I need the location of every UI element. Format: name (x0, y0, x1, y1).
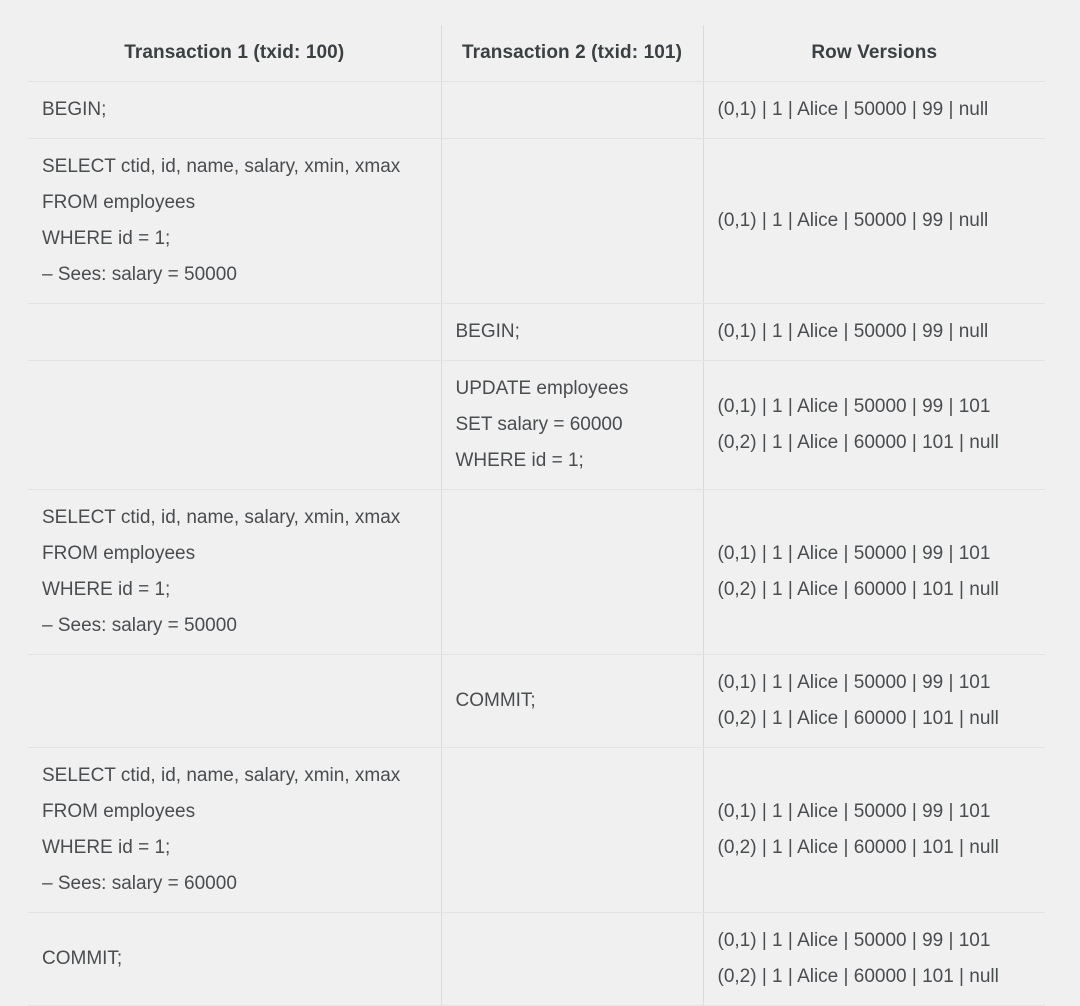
cell-line: BEGIN; (42, 99, 107, 120)
cell-transaction1 (28, 748, 441, 913)
cell-line: SELECT ctid, id, name, salary, xmin, xmax (42, 507, 401, 528)
cell-row-versions (703, 748, 1045, 913)
cell-transaction2 (441, 913, 703, 1006)
cell-line: (0,2) | 1 | Alice | 60000 | 101 | null (717, 966, 999, 987)
cell-line: – Sees: salary = 50000 (42, 615, 237, 636)
cell-line: COMMIT; (455, 690, 536, 711)
cell-line: SELECT ctid, id, name, salary, xmin, xmax (42, 765, 401, 786)
cell-transaction2 (441, 655, 703, 748)
cell-line: FROM employees (42, 543, 196, 564)
cell-transaction2 (441, 490, 703, 655)
cell-line: (0,2) | 1 | Alice | 60000 | 101 | null (717, 837, 999, 858)
cell-transaction1 (28, 304, 441, 361)
cell-transaction2 (441, 361, 703, 490)
cell-line: WHERE id = 1; (42, 579, 171, 600)
cell-line: COMMIT; (42, 948, 123, 969)
cell-line: (0,1) | 1 | Alice | 50000 | 99 | 101 (717, 801, 991, 822)
cell-transaction1 (28, 655, 441, 748)
cell-line: (0,1) | 1 | Alice | 50000 | 99 | 101 (717, 930, 991, 951)
cell-row-versions (703, 655, 1045, 748)
cell-line: SET salary = 60000 (455, 414, 623, 435)
table-row (28, 490, 1045, 655)
mvcc-transaction-table-wrap (28, 25, 1045, 1006)
cell-transaction1 (28, 490, 441, 655)
cell-line: (0,1) | 1 | Alice | 50000 | 99 | null (717, 210, 989, 231)
cell-row-versions (703, 139, 1045, 304)
header-row (28, 25, 1045, 82)
cell-transaction1 (28, 913, 441, 1006)
cell-line: WHERE id = 1; (42, 837, 171, 858)
table-row (28, 655, 1045, 748)
header-transaction1: Transaction 1 (txid: 100) (28, 25, 441, 82)
cell-transaction2 (441, 139, 703, 304)
cell-transaction2 (441, 748, 703, 913)
cell-row-versions (703, 913, 1045, 1006)
header-row-versions: Row Versions (703, 25, 1045, 82)
cell-row-versions (703, 304, 1045, 361)
table-row (28, 748, 1045, 913)
cell-row-versions (703, 82, 1045, 139)
cell-transaction2 (441, 82, 703, 139)
cell-line: (0,1) | 1 | Alice | 50000 | 99 | 101 (717, 543, 991, 564)
table-header (28, 25, 1045, 82)
cell-line: WHERE id = 1; (455, 450, 584, 471)
table-row (28, 82, 1045, 139)
cell-transaction2 (441, 304, 703, 361)
cell-line: UPDATE employees (455, 378, 629, 399)
cell-line: (0,1) | 1 | Alice | 50000 | 99 | null (717, 321, 989, 342)
table-body (28, 82, 1045, 1006)
header-transaction2: Transaction 2 (txid: 101) (441, 25, 703, 82)
cell-line: FROM employees (42, 801, 196, 822)
cell-line: FROM employees (42, 192, 196, 213)
mvcc-transaction-table (28, 25, 1045, 1006)
table-row (28, 361, 1045, 490)
cell-row-versions (703, 490, 1045, 655)
cell-line: (0,1) | 1 | Alice | 50000 | 99 | 101 (717, 672, 991, 693)
cell-transaction1 (28, 361, 441, 490)
cell-line: (0,2) | 1 | Alice | 60000 | 101 | null (717, 432, 999, 453)
cell-line: (0,1) | 1 | Alice | 50000 | 99 | 101 (717, 396, 991, 417)
table-row (28, 304, 1045, 361)
cell-line: – Sees: salary = 50000 (42, 264, 237, 285)
cell-row-versions (703, 361, 1045, 490)
table-row (28, 139, 1045, 304)
cell-line: (0,1) | 1 | Alice | 50000 | 99 | null (717, 99, 989, 120)
cell-transaction1 (28, 139, 441, 304)
cell-line: (0,2) | 1 | Alice | 60000 | 101 | null (717, 708, 999, 729)
cell-line: BEGIN; (455, 321, 520, 342)
cell-line: – Sees: salary = 60000 (42, 873, 237, 894)
cell-transaction1 (28, 82, 441, 139)
table-row (28, 913, 1045, 1006)
cell-line: SELECT ctid, id, name, salary, xmin, xmax (42, 156, 401, 177)
cell-line: (0,2) | 1 | Alice | 60000 | 101 | null (717, 579, 999, 600)
cell-line: WHERE id = 1; (42, 228, 171, 249)
